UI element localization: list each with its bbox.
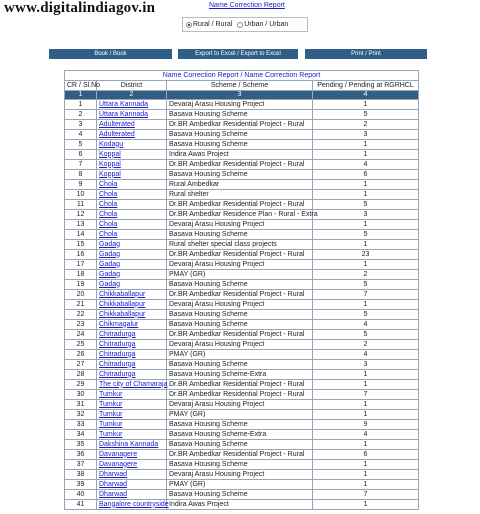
row-sl-no: 40: [65, 490, 97, 500]
row-district-link[interactable]: Tumkur: [97, 390, 167, 400]
row-district-link[interactable]: Dakshina Kannada: [97, 440, 167, 450]
row-scheme: Dr.BR Ambedkar Residential Project - Rural: [167, 120, 313, 130]
table-row: [65, 380, 419, 390]
row-scheme: Rural shelter special class projects: [167, 240, 313, 250]
row-district-link[interactable]: Chikkaballapur: [97, 310, 167, 320]
row-sl-no: 13: [65, 220, 97, 230]
row-pending-count: 1: [313, 400, 419, 410]
row-sl-no: 12: [65, 210, 97, 220]
table-row: [65, 250, 419, 260]
row-district-link[interactable]: Chola: [97, 210, 167, 220]
row-pending-count: 1: [313, 370, 419, 380]
row-pending-count: 1: [313, 140, 419, 150]
table-row: [65, 310, 419, 320]
name-correction-report-link[interactable]: Name Correction Report: [209, 2, 285, 9]
row-sl-no: 39: [65, 480, 97, 490]
header-scheme: Scheme / Scheme: [167, 81, 313, 91]
row-district-link[interactable]: Adulterated: [97, 120, 167, 130]
table-row: [65, 170, 419, 180]
row-sl-no: 8: [65, 170, 97, 180]
row-scheme: Dr.BR Ambedkar Residential Project - Rural: [167, 330, 313, 340]
table-row: [65, 390, 419, 400]
row-sl-no: 24: [65, 330, 97, 340]
table-row: [65, 410, 419, 420]
row-district-link[interactable]: Koppal: [97, 160, 167, 170]
row-pending-count: 5: [313, 110, 419, 120]
row-sl-no: 1: [65, 100, 97, 110]
row-district-link[interactable]: Chitradurga: [97, 360, 167, 370]
row-scheme: Indira Awas Project: [167, 500, 313, 510]
row-scheme: Devaraj Arasu Housing Project: [167, 100, 313, 110]
row-district-link[interactable]: Dharwad: [97, 470, 167, 480]
row-scheme: Devaraj Arasu Housing Project: [167, 260, 313, 270]
row-district-link[interactable]: Chola: [97, 230, 167, 240]
table-row: [65, 300, 419, 310]
row-pending-count: 2: [313, 120, 419, 130]
row-sl-no: 9: [65, 180, 97, 190]
row-pending-count: 7: [313, 390, 419, 400]
row-sl-no: 36: [65, 450, 97, 460]
row-scheme: Devaraj Arasu Housing Project: [167, 220, 313, 230]
row-pending-count: 3: [313, 130, 419, 140]
row-sl-no: 11: [65, 200, 97, 210]
table-row: [65, 490, 419, 500]
row-pending-count: 1: [313, 260, 419, 270]
row-scheme: Indira Awas Project: [167, 150, 313, 160]
row-sl-no: 34: [65, 430, 97, 440]
urban-radio-dot[interactable]: [237, 22, 243, 28]
row-sl-no: 2: [65, 110, 97, 120]
row-scheme: Dr.BR Ambedkar Residential Project - Rural: [167, 390, 313, 400]
row-pending-count: 3: [313, 210, 419, 220]
row-scheme: Basava Housing Scheme: [167, 320, 313, 330]
name-correction-table: [64, 70, 419, 510]
row-district-link[interactable]: Chitradurga: [97, 350, 167, 360]
row-scheme: Dr.BR Ambedkar Residential Project - Rural: [167, 290, 313, 300]
row-pending-count: 1: [313, 470, 419, 480]
row-district-link[interactable]: Chola: [97, 200, 167, 210]
row-district-link[interactable]: Koppal: [97, 150, 167, 160]
row-scheme: Rural shelter: [167, 190, 313, 200]
row-pending-count: 4: [313, 350, 419, 360]
table-row: [65, 210, 419, 220]
row-pending-count: 1: [313, 240, 419, 250]
row-district-link[interactable]: Chitradurga: [97, 340, 167, 350]
row-scheme: Basava Housing Scheme: [167, 310, 313, 320]
table-row: [65, 400, 419, 410]
row-scheme: PMAY (GR): [167, 350, 313, 360]
urban-radio[interactable]: [237, 21, 288, 28]
row-sl-no: 3: [65, 120, 97, 130]
row-district-link[interactable]: Bangalore countryside: [97, 500, 167, 510]
row-district-link[interactable]: Tumkur: [97, 420, 167, 430]
table-row: [65, 220, 419, 230]
table-row: [65, 110, 419, 120]
row-district-link[interactable]: Kodagu: [97, 140, 167, 150]
table-row: [65, 450, 419, 460]
table-row: [65, 280, 419, 290]
row-district-link[interactable]: Gadag: [97, 280, 167, 290]
row-sl-no: 22: [65, 310, 97, 320]
row-pending-count: 5: [313, 280, 419, 290]
row-sl-no: 30: [65, 390, 97, 400]
table-row: [65, 360, 419, 370]
row-sl-no: 33: [65, 420, 97, 430]
table-row: [65, 150, 419, 160]
row-scheme: Basava Housing Scheme-Extra: [167, 430, 313, 440]
table-row: [65, 320, 419, 330]
row-scheme: Basava Housing Scheme: [167, 460, 313, 470]
row-sl-no: 28: [65, 370, 97, 380]
print-button[interactable]: Print / Print: [305, 49, 427, 59]
row-sl-no: 29: [65, 380, 97, 390]
table-row: [65, 290, 419, 300]
table-row: [65, 370, 419, 380]
row-sl-no: 25: [65, 340, 97, 350]
row-scheme: Devaraj Arasu Housing Project: [167, 400, 313, 410]
row-district-link[interactable]: Uttara Kannada: [97, 100, 167, 110]
row-sl-no: 26: [65, 350, 97, 360]
row-pending-count: 4: [313, 430, 419, 440]
table-row: [65, 160, 419, 170]
row-district-link[interactable]: Davanagere: [97, 460, 167, 470]
table-row: [65, 420, 419, 430]
row-scheme: Basava Housing Scheme: [167, 130, 313, 140]
row-sl-no: 32: [65, 410, 97, 420]
row-district-link[interactable]: Chikmagalur: [97, 320, 167, 330]
row-district-link[interactable]: Gadag: [97, 270, 167, 280]
table-row: [65, 350, 419, 360]
row-sl-no: 20: [65, 290, 97, 300]
row-scheme: Dr.BR Ambedkar Residential Project - Rural: [167, 250, 313, 260]
urban-radio-label: Urban / Urban: [244, 21, 289, 28]
row-scheme: Basava Housing Scheme: [167, 110, 313, 120]
row-pending-count: 3: [313, 360, 419, 370]
row-district-link[interactable]: Davanagere: [97, 450, 167, 460]
table-row: [65, 330, 419, 340]
row-sl-no: 23: [65, 320, 97, 330]
row-pending-count: 5: [313, 330, 419, 340]
row-pending-count: 6: [313, 170, 419, 180]
row-pending-count: 7: [313, 490, 419, 500]
table-row: [65, 230, 419, 240]
row-pending-count: 2: [313, 270, 419, 280]
index-col-1: 1: [65, 91, 97, 100]
book-button[interactable]: Book / Book: [49, 49, 172, 59]
export-excel-button[interactable]: Export to Excel / Export to Excel: [178, 49, 298, 59]
row-pending-count: 1: [313, 100, 419, 110]
row-sl-no: 10: [65, 190, 97, 200]
header-district: District: [97, 81, 167, 91]
table-row: [65, 270, 419, 280]
row-district-link[interactable]: Dharwad: [97, 480, 167, 490]
row-pending-count: 1: [313, 300, 419, 310]
row-district-link[interactable]: Chitradurga: [97, 330, 167, 340]
row-sl-no: 38: [65, 470, 97, 480]
row-pending-count: 1: [313, 410, 419, 420]
row-district-link[interactable]: Gadag: [97, 260, 167, 270]
row-scheme: Devaraj Arasu Housing Project: [167, 300, 313, 310]
row-sl-no: 19: [65, 280, 97, 290]
table-row: [65, 190, 419, 200]
row-sl-no: 7: [65, 160, 97, 170]
row-scheme: Dr.BR Ambedkar Residential Project - Rural: [167, 200, 313, 210]
row-pending-count: 7: [313, 290, 419, 300]
row-pending-count: 2: [313, 340, 419, 350]
row-pending-count: 1: [313, 220, 419, 230]
row-scheme: Dr.BR Ambedkar Residence Plan - Rural - Extra: [167, 210, 313, 220]
row-scheme: Devaraj Arasu Housing Project: [167, 340, 313, 350]
table-row: [65, 460, 419, 470]
row-scheme: Rural Ambedkar: [167, 180, 313, 190]
index-col-4: 4: [313, 91, 419, 100]
row-scheme: Basava Housing Scheme: [167, 420, 313, 430]
row-district-link[interactable]: Tumkur: [97, 400, 167, 410]
row-scheme: Basava Housing Scheme: [167, 440, 313, 450]
row-sl-no: 31: [65, 400, 97, 410]
row-scheme: PMAY (GR): [167, 410, 313, 420]
header-pending: Pending / Pending at RGRHCL: [313, 81, 419, 91]
row-scheme: Dr.BR Ambedkar Residential Project - Rural: [167, 380, 313, 390]
row-sl-no: 35: [65, 440, 97, 450]
row-pending-count: 1: [313, 440, 419, 450]
row-district-link[interactable]: Gadag: [97, 250, 167, 260]
row-sl-no: 4: [65, 130, 97, 140]
row-district-link[interactable]: Koppal: [97, 170, 167, 180]
report-table-wrapper: [64, 70, 418, 510]
table-row: [65, 430, 419, 440]
row-sl-no: 17: [65, 260, 97, 270]
row-district-link[interactable]: Dharwad: [97, 490, 167, 500]
row-sl-no: 6: [65, 150, 97, 160]
row-pending-count: 1: [313, 150, 419, 160]
table-row: [65, 340, 419, 350]
table-row: [65, 200, 419, 210]
watermark: www.digitalindiagov.in: [4, 0, 156, 16]
row-district-link[interactable]: Chola: [97, 190, 167, 200]
row-sl-no: 18: [65, 270, 97, 280]
table-row: [65, 100, 419, 110]
row-scheme: Basava Housing Scheme-Extra: [167, 370, 313, 380]
row-district-link[interactable]: Gadag: [97, 240, 167, 250]
row-pending-count: 5: [313, 230, 419, 240]
table-row: [65, 470, 419, 480]
table-row: [65, 130, 419, 140]
row-district-link[interactable]: Chitradurga: [97, 370, 167, 380]
row-pending-count: 4: [313, 320, 419, 330]
row-sl-no: 15: [65, 240, 97, 250]
table-row: [65, 500, 419, 510]
table-row: [65, 260, 419, 270]
row-pending-count: 6: [313, 450, 419, 460]
rural-radio[interactable]: [186, 21, 232, 28]
index-col-2: 2: [97, 91, 167, 100]
row-scheme: PMAY (GR): [167, 480, 313, 490]
row-sl-no: 21: [65, 300, 97, 310]
row-sl-no: 14: [65, 230, 97, 240]
rural-radio-dot[interactable]: [186, 22, 192, 28]
row-pending-count: 9: [313, 420, 419, 430]
row-scheme: Basava Housing Scheme: [167, 490, 313, 500]
row-pending-count: 1: [313, 190, 419, 200]
row-district-link[interactable]: Adulterated: [97, 130, 167, 140]
row-scheme: Devaraj Arasu Housing Project: [167, 470, 313, 480]
row-sl-no: 16: [65, 250, 97, 260]
row-district-link[interactable]: Chola: [97, 180, 167, 190]
rural-radio-label: Rural / Rural: [193, 21, 233, 28]
table-row: [65, 140, 419, 150]
row-district-link[interactable]: Tumkur: [97, 410, 167, 420]
row-sl-no: 41: [65, 500, 97, 510]
row-scheme: Basava Housing Scheme: [167, 360, 313, 370]
row-pending-count: 1: [313, 380, 419, 390]
row-district-link[interactable]: The city of Chamaraja: [97, 380, 167, 390]
table-row: [65, 240, 419, 250]
row-scheme: Basava Housing Scheme: [167, 170, 313, 180]
row-scheme: Basava Housing Scheme: [167, 140, 313, 150]
table-row: [65, 480, 419, 490]
row-pending-count: 5: [313, 310, 419, 320]
header-sl-no: CR / Sl.No: [65, 81, 97, 91]
row-scheme: Basava Housing Scheme: [167, 280, 313, 290]
index-col-3: 3: [167, 91, 313, 100]
row-pending-count: 5: [313, 200, 419, 210]
row-pending-count: 1: [313, 180, 419, 190]
row-district-link[interactable]: Chikkaballapur: [97, 290, 167, 300]
table-row: [65, 180, 419, 190]
row-scheme: Dr.BR Ambedkar Residential Project - Rural: [167, 450, 313, 460]
row-scheme: PMAY (GR): [167, 270, 313, 280]
row-sl-no: 27: [65, 360, 97, 370]
row-sl-no: 37: [65, 460, 97, 470]
row-pending-count: 23: [313, 250, 419, 260]
row-district-link[interactable]: Chola: [97, 220, 167, 230]
row-scheme: Dr.BR Ambedkar Residential Project - Rural: [167, 160, 313, 170]
row-district-link[interactable]: Uttara Kannada: [97, 110, 167, 120]
area-type-radio-group: [182, 17, 308, 32]
row-pending-count: 1: [313, 500, 419, 510]
row-district-link[interactable]: Tumkur: [97, 430, 167, 440]
table-row: [65, 440, 419, 450]
row-district-link[interactable]: Chikkaballapur: [97, 300, 167, 310]
table-row: [65, 120, 419, 130]
row-scheme: Basava Housing Scheme: [167, 230, 313, 240]
row-pending-count: 1: [313, 480, 419, 490]
row-pending-count: 4: [313, 160, 419, 170]
table-caption: Name Correction Report / Name Correction Report: [65, 71, 419, 81]
row-pending-count: 1: [313, 460, 419, 470]
row-sl-no: 5: [65, 140, 97, 150]
